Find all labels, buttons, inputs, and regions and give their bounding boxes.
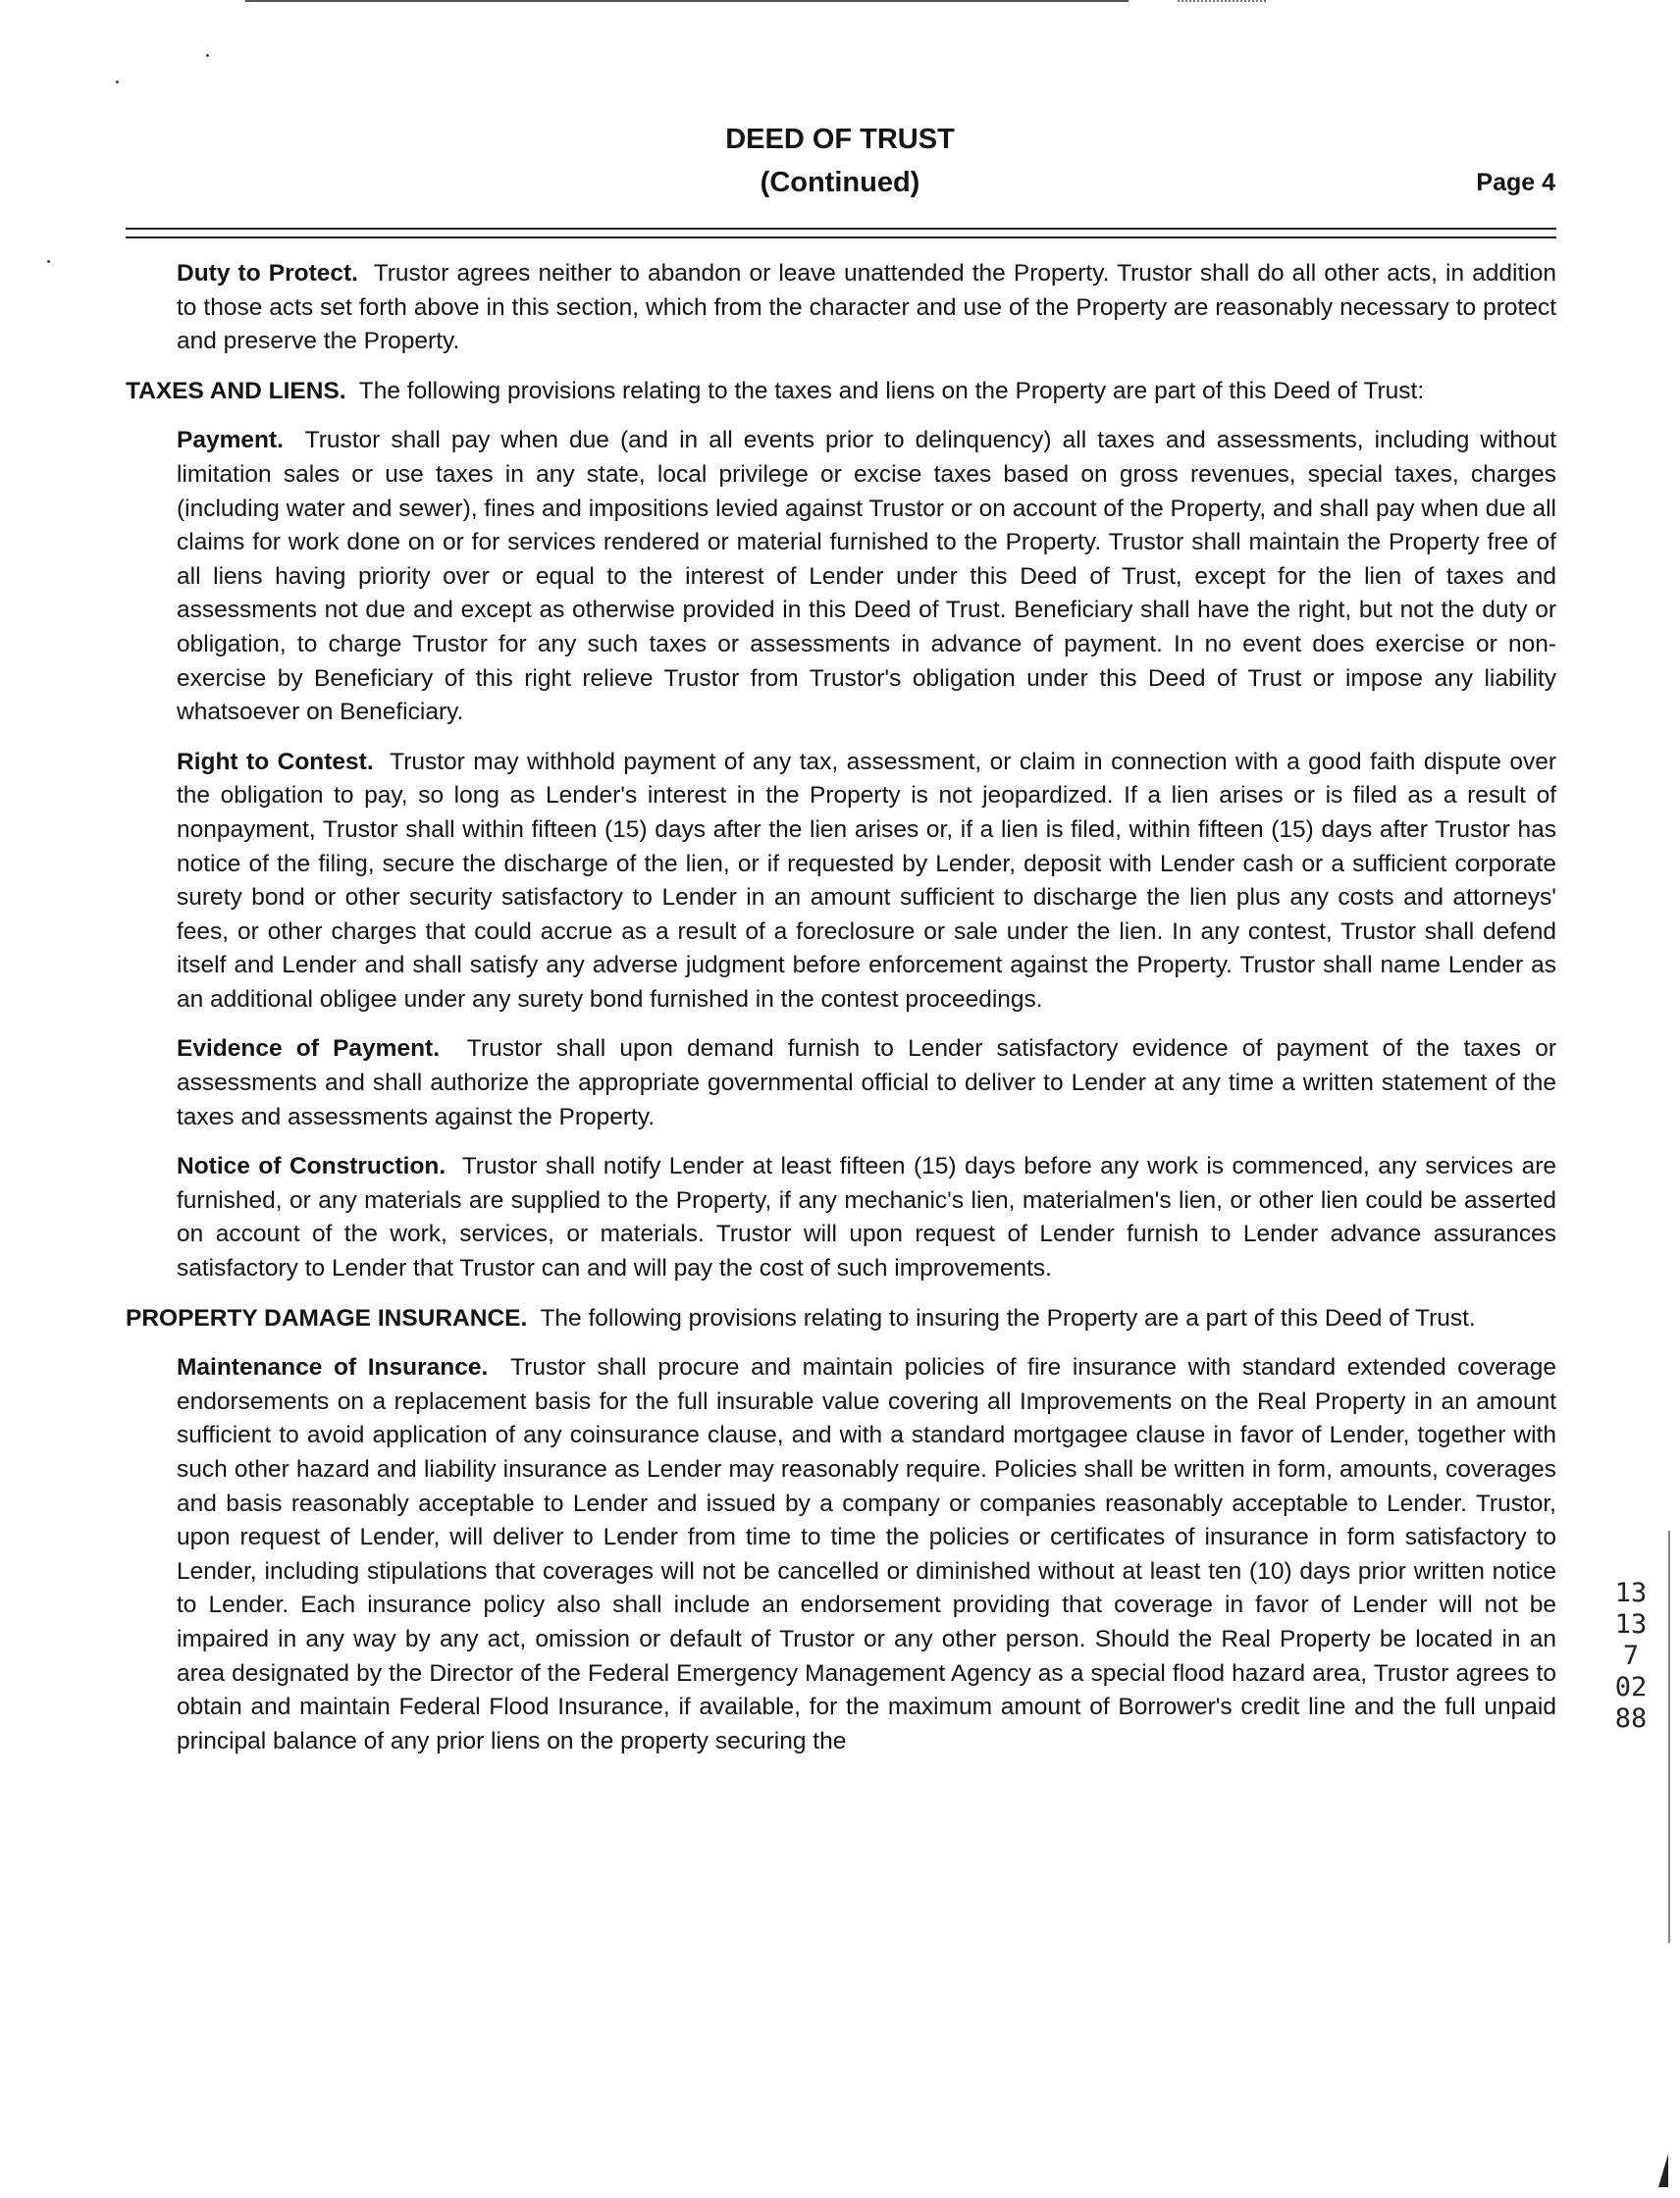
scan-artifact-top-line: [245, 0, 1129, 2]
paragraph-text: Trustor may withhold payment of any tax, assessment, or claim in connection with a good faith dispute over the obligation to pay, so long as Lender's interest in the Property is not jeopardized. If a lien arises or is filed as a result of nonpayment, Trustor shall within fifteen (15) days after the lien arises or, if a lien is filed, within fifteen (15) days after Trustor has notice of the filing, secure the discharge of the lien, or if requested by Lender, deposit with Lender cash or a sufficient corporate surety bond or other security satisfactory to Lender in an amount sufficient to discharge the lien plus any costs and attorneys' fees, or other charges that could accrue as a result of a foreclosure or sale under the lien. In any contest, Trustor shall defend itself and Lender and shall satisfy any adverse judgment before enforcement against the Property. Trustor shall name Lender as an additional obligee under any surety bond furnished in the contest proceedings.: [177, 748, 1557, 1013]
paragraph-heading: Right to Contest.: [177, 748, 374, 775]
paragraph-heading: Payment.: [177, 427, 284, 454]
scan-speck: [47, 260, 50, 263]
paragraph-evidence-of-payment: [177, 1032, 1556, 1134]
scan-speck: [206, 54, 209, 57]
paragraph-duty-to-protect: [177, 257, 1556, 359]
section-taxes-and-liens: [126, 375, 1556, 409]
section-text: The following provisions relating to the taxes and liens on the Property are part of this Deed of Trust:: [358, 377, 1425, 404]
section-heading: PROPERTY DAMAGE INSURANCE.: [126, 1304, 528, 1332]
scan-speck: [116, 80, 119, 83]
paragraph-maintenance-of-insurance: [177, 1351, 1556, 1758]
scan-corner-mark: [1658, 2154, 1668, 2187]
paragraph-notice-of-construction: [177, 1150, 1556, 1285]
scan-right-edge: [1668, 1531, 1670, 1943]
document-subtitle: (Continued): [760, 167, 920, 198]
paragraph-heading: Duty to Protect.: [177, 260, 358, 287]
paragraph-heading: Evidence of Payment.: [177, 1035, 440, 1063]
header-rule-bottom: [126, 236, 1556, 238]
document-body: [126, 257, 1556, 1774]
paragraph-heading: Maintenance of Insurance.: [177, 1354, 489, 1382]
paragraph-text: Trustor agrees neither to abandon or leave unattended the Property. Trustor shall do all other acts, in addition to those acts set forth above in this section, which from the character and use of the Property are reasonably necessary to protect and preserve the Property.: [177, 260, 1556, 355]
paragraph-text: Trustor shall notify Lender at least fifteen (15) days before any work is commenced, any services are furnished, or any materials are supplied to the Property, if any mechanic's lien, materialmen's lien, or other lien could be asserted on account of the work, services, or materials. Trustor will upon request of Lender furnish to Lender advance assurances satisfactory to Lender that Trustor can and will pay the cost of such improvements.: [177, 1153, 1557, 1282]
scan-artifact-top-dots: [1178, 0, 1266, 2]
section-property-damage-insurance: [126, 1302, 1556, 1336]
paragraph-right-to-contest: [177, 746, 1556, 1018]
paragraph-text: Trustor shall procure and maintain policies of fire insurance with standard extended coverage endorsements on a replacement basis for the full insurable value covering all Improvements on the Real Property in an amount sufficient to avoid application of any coinsurance clause, and with a standard mortgagee clause in favor of Lender, together with such other hazard and liability insurance as Lender may reasonably require. Policies shall be written in form, amounts, coverages and basis reasonably acceptable to Lender and issued by a company or companies reasonably acceptable to Lender. Trustor, upon request of Lender, will deliver to Lender from time to time the policies or certificates of insurance in form satisfactory to Lender, including stipulations that coverages will not be cancelled or diminished without at least ten (10) days prior written notice to Lender. Each insurance policy also shall include an endorsement providing that coverage in favor of Lender will not be impaired in any way by any act, omission or default of Trustor or any other person. Should the Real Property be located in an area designated by the Director of the Federal Emergency Management Agency as a special flood hazard area, Trustor agrees to obtain and maintain Federal Flood Insurance, if available, for the maximum amount of Borrower's credit line and the full unpaid principal balance of any prior liens on the property securing the: [177, 1354, 1557, 1754]
paragraph-text: Trustor shall pay when due (and in all events prior to delinquency) all taxes and assessments, including without limitation sales or use taxes in any state, local privilege or excise taxes based on gross revenues, special taxes, charges (including water and sewer), fines and impositions levied against Trustor or on account of the Property, and shall pay when due all claims for work done on or for services rendered or material furnished to the Property. Trustor shall maintain the Property free of all liens having priority over or equal to the interest of Lender under this Deed of Trust, except for the lien of taxes and assessments not due and except as otherwise provided in this Deed of Trust. Beneficiary shall have the right, but not the duty or obligation, to charge Trustor for any such taxes or assessments in advance of payment. In no event does exercise or non-exercise by Beneficiary of this right relieve Trustor from Trustor's obligation under this Deed of Trust or impose any liability whatsoever on Beneficiary.: [177, 427, 1557, 726]
section-heading: TAXES AND LIENS.: [126, 377, 346, 404]
document-title: DEED OF TRUST: [725, 124, 955, 155]
page-number: Page 4: [1476, 169, 1555, 196]
header-rule-top: [126, 228, 1556, 230]
paragraph-payment: [177, 424, 1556, 729]
paragraph-heading: Notice of Construction.: [177, 1153, 446, 1180]
margin-recording-stamp: 1313 7 0288: [1614, 1578, 1648, 1734]
paragraph-text: Trustor shall upon demand furnish to Lender satisfactory evidence of payment of the taxes or assessments and shall authorize the appropriate governmental official to deliver to Lender at any time a written statement of the taxes and assessments against the Property.: [177, 1035, 1556, 1130]
section-text: The following provisions relating to insuring the Property are a part of this Deed of Trust.: [540, 1304, 1476, 1332]
